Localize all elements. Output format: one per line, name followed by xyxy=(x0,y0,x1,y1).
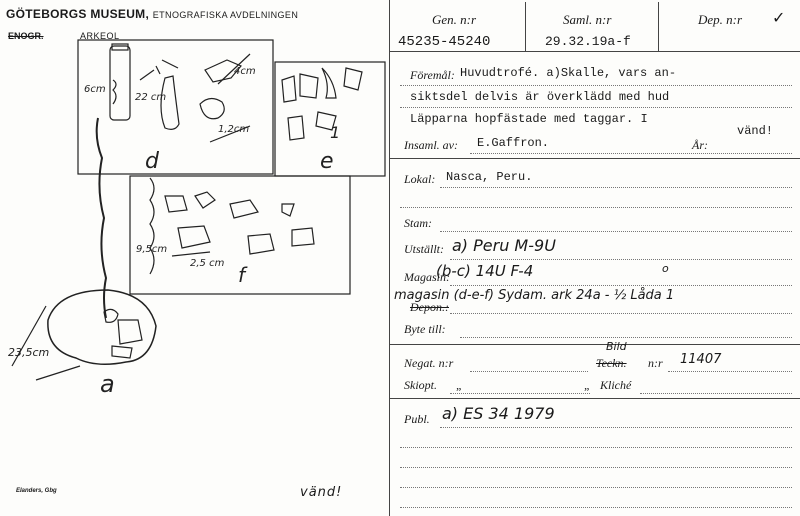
fragment-e1 xyxy=(282,76,296,102)
negat-nr-label: Negat. n:r xyxy=(404,356,454,370)
bild-note: Bild xyxy=(606,340,627,353)
foremal-line-1: Huvudtrofé. a)Skalle, vars an- xyxy=(460,66,677,80)
foremal-line-2: siktsdel delvis är överklädd med hud xyxy=(410,90,670,104)
insaml-value: E.Gaffron. xyxy=(477,136,550,150)
gen-nr-label: Gen. n:r xyxy=(432,12,477,27)
museum-heading xyxy=(6,7,298,21)
turn-over-note: vänd! xyxy=(300,485,343,500)
label-d: d xyxy=(145,149,159,174)
byte-till-label: Byte till: xyxy=(404,322,446,336)
magasin-label: Magasin: xyxy=(404,270,450,284)
teckn-nr-value: 11407 xyxy=(680,352,722,367)
label-nine-five-cm: 9,5cm xyxy=(136,244,168,255)
header-divider xyxy=(390,51,800,52)
department-new: ARKEOL xyxy=(80,31,120,41)
label-f: f xyxy=(238,263,246,287)
stam-label: Stam: xyxy=(404,216,432,230)
department-old-struck: ENOGR. xyxy=(8,31,44,41)
printer-imprint: Elanders, Gbg xyxy=(16,488,57,494)
tube-shape xyxy=(110,46,130,120)
label-two-five-cm: 2,5 cm xyxy=(190,258,225,269)
header-col-divider-2 xyxy=(658,2,659,52)
foremal-line-3: Läpparna hopfästade med taggar. I xyxy=(410,112,648,126)
kliche-label: Kliché xyxy=(600,378,632,392)
label-four-cm: 4cm xyxy=(234,66,256,77)
fragment-f1 xyxy=(165,196,187,212)
header-col-divider-1 xyxy=(525,2,526,52)
cord-f xyxy=(150,178,154,274)
artifact-sketch xyxy=(0,36,388,486)
fragment-f7 xyxy=(292,228,314,246)
label-23-5-cm: 23,5cm xyxy=(8,346,50,359)
lokal-label: Lokal: xyxy=(404,172,436,186)
fragment-f5 xyxy=(178,226,210,248)
skiopt-label: Skiopt. xyxy=(404,378,437,392)
saml-nr-label: Saml. n:r xyxy=(563,12,612,27)
label-six-cm: 6cm xyxy=(84,84,106,95)
kliche-marks: „ xyxy=(584,378,591,392)
saml-nr-value: 29.32.19a-f xyxy=(545,34,631,49)
label-one-two-cm: 1,2cm xyxy=(218,124,250,135)
fragment-f6 xyxy=(248,234,274,254)
fragment-e3 xyxy=(322,68,336,98)
fragment-f3 xyxy=(230,200,258,218)
magasin-2-value: magasin (d-e-f) Sydam. ark 24a - ½ Låda 1 xyxy=(394,288,675,303)
magasin-value: (b-c) 14U F-4 xyxy=(436,262,534,280)
department-name: ETNOGRAFISKA AVDELNINGEN xyxy=(152,10,299,20)
section-line-2 xyxy=(390,344,800,345)
dep-nr-label: Dep. n:r xyxy=(698,12,743,27)
magasin-small-mark: o xyxy=(662,262,669,275)
label-one: 1 xyxy=(330,123,341,142)
label-e: e xyxy=(320,149,334,174)
teckn-nr-label: n:r xyxy=(648,356,663,370)
fragment-d2 xyxy=(200,98,224,118)
foremal-vand: vänd! xyxy=(737,124,774,138)
teckn-label: Teckn. xyxy=(596,356,627,370)
publ-value: a) ES 34 1979 xyxy=(442,404,555,423)
gen-nr-value: 45235-45240 xyxy=(398,34,491,50)
ar-label: År: xyxy=(692,138,708,152)
lokal-value: Nasca, Peru. xyxy=(446,170,533,184)
fragment-f4 xyxy=(282,204,294,216)
utstallt-value: a) Peru M-9U xyxy=(452,236,556,255)
label-22-cm: 22 cm xyxy=(135,92,167,103)
depon-label: Depon.: xyxy=(410,300,449,314)
insaml-label: Insaml. av: xyxy=(404,138,458,152)
dep-check-mark: ✓ xyxy=(772,8,786,27)
fragment-e2 xyxy=(300,74,318,98)
fragment-f2 xyxy=(195,192,215,208)
section-line-3 xyxy=(390,398,800,399)
publ-label: Publ. xyxy=(404,412,430,426)
label-a: a xyxy=(100,370,115,398)
museum-name: GÖTEBORGS MUSEUM, xyxy=(6,7,150,21)
fragment-e4 xyxy=(344,68,362,90)
utstallt-label: Utställt: xyxy=(404,242,445,256)
card-center-divider xyxy=(389,0,390,516)
foremal-label: Föremål: xyxy=(410,68,455,82)
skiopt-marks: „ xyxy=(456,378,463,392)
section-line-1 xyxy=(390,158,800,159)
fragment-e5 xyxy=(288,116,304,140)
hanging-cord xyxy=(97,118,106,318)
